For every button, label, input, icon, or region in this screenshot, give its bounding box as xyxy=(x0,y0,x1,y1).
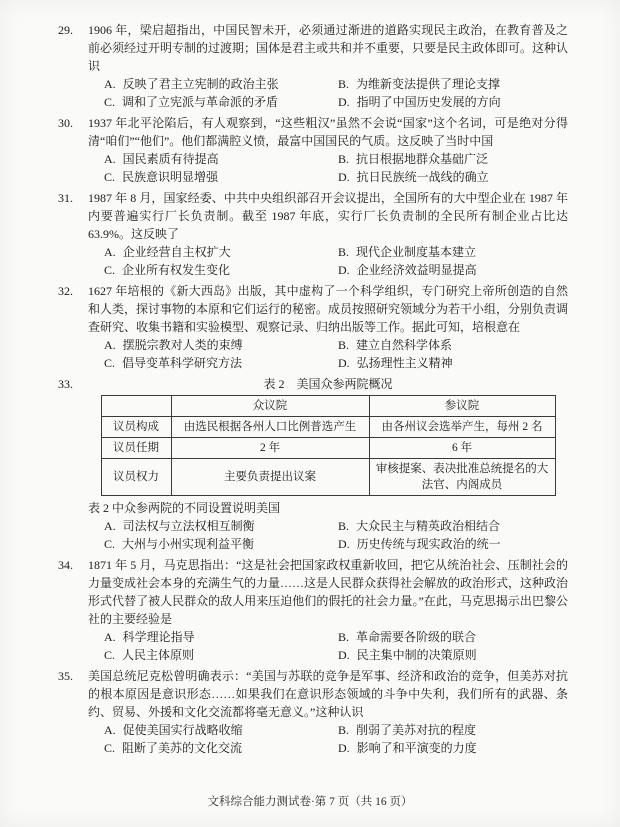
question-number: 32. xyxy=(58,284,73,298)
option-a xyxy=(104,336,332,354)
option-text: 指明了中国历史发展的方向 xyxy=(356,95,501,109)
option-text: 影响了和平演变的力度 xyxy=(356,741,477,755)
option-label: A. xyxy=(104,245,116,259)
option-text: 国民素质有待提高 xyxy=(122,152,219,166)
option-c xyxy=(104,739,332,757)
table-header-house: 众议院 xyxy=(171,396,369,417)
option-text: 企业经营自主权扩大 xyxy=(122,245,231,259)
option-text: 现代企业制度基本建立 xyxy=(356,245,477,259)
option-a xyxy=(104,721,332,739)
question-stem: 1987 年 8 月，国家经委、中共中央组织部召开会议提出，全国所有的大中型企业在 1987 年内要普遍实行厂长负责制。截至 1987 年底，实行厂长负责制的全民所有制企业占比达 63.9%。这反映了 xyxy=(88,191,568,241)
option-text: 抗日根据地群众基础广泛 xyxy=(356,152,489,166)
table-cell: 6 年 xyxy=(369,438,555,459)
question-33 xyxy=(58,375,568,553)
table-header-senate: 参议院 xyxy=(369,396,555,417)
option-d xyxy=(338,535,568,553)
option-text: 倡导变革科学研究方法 xyxy=(122,356,243,370)
option-d xyxy=(338,646,568,664)
option-label: B. xyxy=(338,245,350,259)
table-cell: 审核提案、表决批准总统提名的大法官、内阁成员 xyxy=(369,459,555,496)
options xyxy=(88,721,568,757)
table-caption: 表 2 美国众参两院概况 xyxy=(263,377,393,391)
table-row-header: 议员权力 xyxy=(101,459,171,496)
question-number: 35. xyxy=(58,669,73,683)
option-label: B. xyxy=(338,519,350,533)
option-text: 反映了君主立宪制的政治主张 xyxy=(122,77,279,91)
option-c xyxy=(104,168,332,186)
option-text: 摆脱宗教对人类的束缚 xyxy=(122,338,243,352)
option-label: A. xyxy=(104,338,116,352)
question-body xyxy=(88,114,568,186)
option-text: 民族意识明显增强 xyxy=(122,170,219,184)
option-text: 调和了立宪派与革命派的矛盾 xyxy=(122,95,279,109)
option-text: 科学理论指导 xyxy=(122,630,195,644)
question-34 xyxy=(58,556,568,664)
question-body xyxy=(88,375,568,553)
option-text: 企业所有权发生变化 xyxy=(122,263,231,277)
option-b xyxy=(338,150,568,168)
option-text: 大州与小州实现利益平衡 xyxy=(122,537,255,551)
option-c xyxy=(104,646,332,664)
option-b xyxy=(338,628,568,646)
option-text: 为维新变法提供了理论支撑 xyxy=(356,77,501,91)
option-d xyxy=(338,261,568,279)
option-label: D. xyxy=(338,170,350,184)
option-label: B. xyxy=(338,723,350,737)
question-body xyxy=(88,21,568,111)
table-corner-cell xyxy=(101,396,171,417)
option-label: A. xyxy=(104,630,116,644)
option-d xyxy=(338,93,568,111)
option-text: 抗日民族统一战线的确立 xyxy=(356,170,489,184)
options xyxy=(88,517,568,553)
question-body xyxy=(88,556,568,664)
option-label: A. xyxy=(104,152,116,166)
option-label: D. xyxy=(338,95,350,109)
table-row-header: 议员构成 xyxy=(101,417,171,438)
question-stem: 1627 年培根的《新大西岛》出版，其中虚构了一个科学组织，专门研究上帝所创造的自然和人类，探讨事物的本原和它们运行的秘密。成员按照研究领域分为若干小组，分别负责调查研究、收集书籍和实验模型、观察记录、归纳出版等工作。据此可知，培根意在 xyxy=(88,284,569,334)
question-35 xyxy=(58,667,568,757)
table-row xyxy=(101,417,555,438)
question-32 xyxy=(58,282,568,372)
table-cell: 由各州议会选举产生，每州 2 名 xyxy=(369,417,555,438)
option-a xyxy=(104,243,332,261)
option-label: B. xyxy=(338,77,350,91)
option-label: D. xyxy=(338,741,350,755)
option-b xyxy=(338,517,568,535)
option-a xyxy=(104,150,332,168)
question-body xyxy=(88,667,568,757)
option-text: 人民主体原则 xyxy=(122,648,195,662)
options xyxy=(88,336,568,372)
option-b xyxy=(338,721,568,739)
option-label: B. xyxy=(338,338,350,352)
option-c xyxy=(104,93,332,111)
option-b xyxy=(338,243,568,261)
question-number: 31. xyxy=(58,191,73,205)
option-text: 历史传统与现实政治的统一 xyxy=(356,537,501,551)
question-30 xyxy=(58,114,568,186)
question-31 xyxy=(58,189,568,279)
option-label: D. xyxy=(338,648,350,662)
option-c xyxy=(104,354,332,372)
question-stem: 1906 年，梁启超指出，中国民智未开，必须通过渐进的道路实现民主政治，在教育普及之前必须经过开明专制的过渡期；国体是君主或共和并不重要，只要是民主政体即可。这种认识 xyxy=(88,23,569,73)
question-29 xyxy=(58,21,568,111)
question-stem: 1937 年北平沦陷后，有人观察到，“这些粗汉”虽然不会说“国家”这个名词，可是绝对分得清“咱们”“他们”。他们都满腔义愤，最富中国国民的气质。这反映了当时中国 xyxy=(88,116,568,148)
house-senate-table xyxy=(101,395,556,496)
option-label: C. xyxy=(104,648,116,662)
option-text: 企业经济效益明显提高 xyxy=(356,263,477,277)
option-d xyxy=(338,739,568,757)
option-label: C. xyxy=(104,356,116,370)
option-label: C. xyxy=(104,537,116,551)
table-header-row xyxy=(101,396,555,417)
option-b xyxy=(338,75,568,93)
option-label: C. xyxy=(104,263,116,277)
option-label: B. xyxy=(338,152,350,166)
option-b xyxy=(338,336,568,354)
options xyxy=(88,150,568,186)
question-number: 33. xyxy=(58,377,73,391)
option-text: 建立自然科学体系 xyxy=(356,338,453,352)
option-a xyxy=(104,628,332,646)
option-text: 大众民主与精英政治相结合 xyxy=(356,519,501,533)
option-a xyxy=(104,517,332,535)
table-row xyxy=(101,438,555,459)
option-text: 削弱了美苏对抗的程度 xyxy=(356,723,477,737)
page-footer: 文科综合能力测试卷·第 7 页（共 16 页） xyxy=(207,796,413,808)
question-number: 30. xyxy=(58,116,73,130)
option-label: A. xyxy=(104,77,116,91)
option-text: 司法权与立法权相互制衡 xyxy=(122,519,255,533)
option-label: C. xyxy=(104,95,116,109)
option-d xyxy=(338,354,568,372)
option-c xyxy=(104,535,332,553)
question-number: 34. xyxy=(58,558,73,572)
option-text: 促使美国实行战略收缩 xyxy=(122,723,243,737)
option-label: D. xyxy=(338,356,350,370)
option-label: C. xyxy=(104,741,116,755)
options xyxy=(88,628,568,664)
option-label: D. xyxy=(338,537,350,551)
table-cell: 主要负责提出议案 xyxy=(171,459,369,496)
option-label: D. xyxy=(338,263,350,277)
options xyxy=(88,75,568,111)
option-a xyxy=(104,75,332,93)
question-stem: 1871 年 5 月，马克思指出：“这是社会把国家政权重新收回，把它从统治社会、压制社会的力量变成社会本身的充满生气的力量……这是人民群众获得社会解放的政治形式，这种政治形式代替了被人民群众的敌人用来压迫他们的假托的社会力量。”在此，马克思揭示出巴黎公社的主要经验是 xyxy=(88,558,569,626)
option-label: C. xyxy=(104,170,116,184)
options xyxy=(88,243,568,279)
table-row-header: 议员任期 xyxy=(101,438,171,459)
option-text: 民主集中制的决策原则 xyxy=(356,648,477,662)
table-cell: 由选民根据各州人口比例普选产生 xyxy=(171,417,369,438)
option-label: A. xyxy=(104,723,116,737)
option-label: B. xyxy=(338,630,350,644)
option-text: 革命需要各阶级的联合 xyxy=(356,630,477,644)
option-label: A. xyxy=(104,519,116,533)
option-d xyxy=(338,168,568,186)
option-text: 弘扬理性主义精神 xyxy=(356,356,453,370)
option-c xyxy=(104,261,332,279)
question-stem: 表 2 中众参两院的不同设置说明美国 xyxy=(88,501,281,515)
table-cell: 2 年 xyxy=(171,438,369,459)
question-body xyxy=(88,282,568,372)
question-number: 29. xyxy=(58,23,73,37)
table-row xyxy=(101,459,555,496)
question-body xyxy=(88,189,568,279)
option-text: 阻断了美苏的文化交流 xyxy=(122,741,243,755)
question-stem: 美国总统尼克松曾明确表示：“美国与苏联的竞争是军事、经济和政治的竞争，但美苏对抗的根本原因是意识形态……如果我们在意识形态领域的斗争中失利，我们所有的武器、条约、贸易、外援和文化交流都将毫无意义。”这种认识 xyxy=(88,669,568,719)
